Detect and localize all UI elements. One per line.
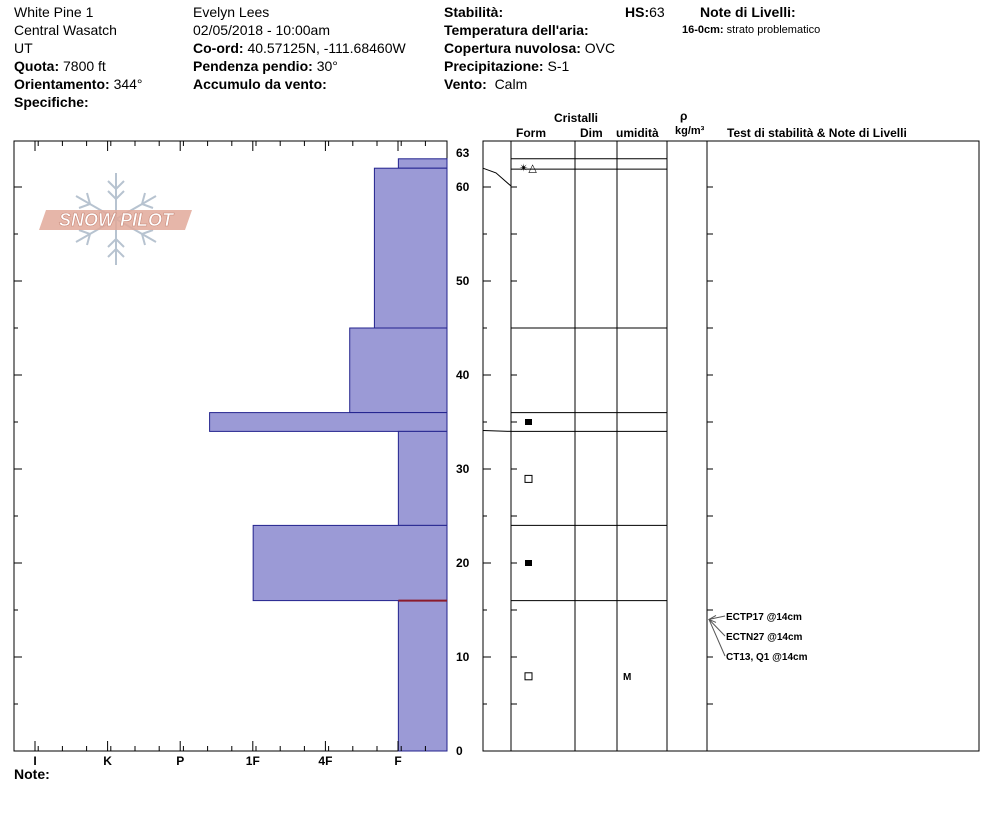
grain-open-square-icon (525, 475, 532, 482)
grain-open-square-icon (525, 673, 532, 680)
hardness-bar-6 (398, 601, 447, 751)
wind-label: Vento: (444, 76, 487, 92)
elevation-value: 7800 ft (63, 58, 106, 74)
hardness-label-F: F (394, 754, 402, 768)
depth-label-30: 30 (456, 462, 470, 476)
grain-filled-square-icon (525, 419, 532, 425)
hardness-label-I: I (33, 754, 37, 768)
sky-label: Copertura nuvolosa: (444, 40, 581, 56)
hardness-bar-4 (398, 431, 447, 525)
snow-pilot-logo (39, 173, 192, 265)
stability-test-label: CT13, Q1 @14cm (726, 652, 808, 663)
stability-test-label: ECTP17 @14cm (726, 612, 802, 623)
stability-label: Stabilità: (444, 4, 504, 20)
depth-label-40: 40 (456, 368, 470, 382)
hardness-bar-3 (210, 413, 447, 432)
logo-text: SNOW PILOT (59, 210, 173, 230)
grain-precip-icon: ✴△ (519, 162, 537, 175)
grain-filled-square-icon (525, 560, 532, 566)
slope-label: Pendenza pendio: (193, 58, 313, 74)
mountain-range: Central Wasatch (14, 22, 117, 38)
depth-label-0: 0 (456, 744, 463, 758)
location-name: White Pine 1 (14, 4, 94, 20)
stability-tests-header: Test di stabilità & Note di Livelli (727, 126, 907, 140)
hardness-bar-2 (350, 328, 447, 413)
hardness-label-K: K (103, 754, 112, 768)
aspect-label: Orientamento: (14, 76, 110, 92)
precip-value: S-1 (547, 58, 570, 74)
table-column-lines (511, 141, 707, 751)
layer-note-text: strato problematico (726, 24, 821, 36)
rho-header: ρ (680, 109, 688, 123)
coords-label: Co-ord: (193, 40, 244, 56)
stability-test-label: ECTN27 @14cm (726, 632, 803, 643)
density-header: kg/m³ (675, 125, 705, 137)
state: UT (14, 40, 33, 56)
hardness-label-1F: 1F (245, 754, 260, 768)
stability-test-pointer (709, 619, 725, 656)
hardness-label-4F: 4F (318, 754, 333, 768)
hardness-axis (14, 141, 425, 768)
observer-name: Evelyn Lees (193, 4, 270, 20)
crystals-header: Cristalli (554, 111, 599, 125)
moisture-header: umidità (616, 126, 659, 140)
hardness-bar-5 (253, 525, 447, 600)
connector-line (483, 168, 511, 186)
wind-value: Calm (494, 76, 528, 92)
depth-label-50: 50 (456, 274, 470, 288)
air-temp-label: Temperatura dell'aria: (444, 22, 589, 38)
depth-label-10: 10 (456, 650, 470, 664)
size-header: Dim (580, 126, 603, 140)
hardness-label-P: P (176, 754, 185, 768)
stability-test-pointer (709, 619, 725, 636)
depth-label-20: 20 (456, 556, 470, 570)
hardness-bar-0 (398, 159, 447, 168)
elevation-label: Quota: (14, 58, 60, 74)
precip-label: Precipitazione: (444, 58, 544, 74)
coords-value: 40.57125N, -111.68460W (247, 40, 406, 56)
form-header: Form (516, 126, 546, 140)
specifics-label: Specifiche: (14, 94, 89, 110)
slope-value: 30° (316, 58, 338, 74)
layer-table-content (483, 159, 808, 683)
depth-label-60: 60 (456, 180, 470, 194)
notes-label: Note: (14, 766, 50, 782)
hs-label: HS: (625, 4, 650, 20)
layer-notes-label: Note di Livelli: (700, 4, 796, 20)
sky-value: OVC (584, 40, 616, 56)
layer-note-depth: 16-0cm: (682, 24, 724, 36)
observation-datetime: 02/05/2018 - 10:00am (193, 22, 330, 38)
hs-value: 63 (649, 4, 665, 20)
depth-axis (14, 146, 713, 758)
moisture-value: M (623, 671, 632, 683)
connector-line (483, 430, 511, 431)
wind-loading-label: Accumulo da vento: (193, 76, 327, 92)
hardness-bars (210, 159, 447, 751)
aspect-value: 344° (113, 76, 143, 92)
hardness-bar-1 (374, 168, 447, 328)
depth-label-63: 63 (456, 145, 470, 160)
